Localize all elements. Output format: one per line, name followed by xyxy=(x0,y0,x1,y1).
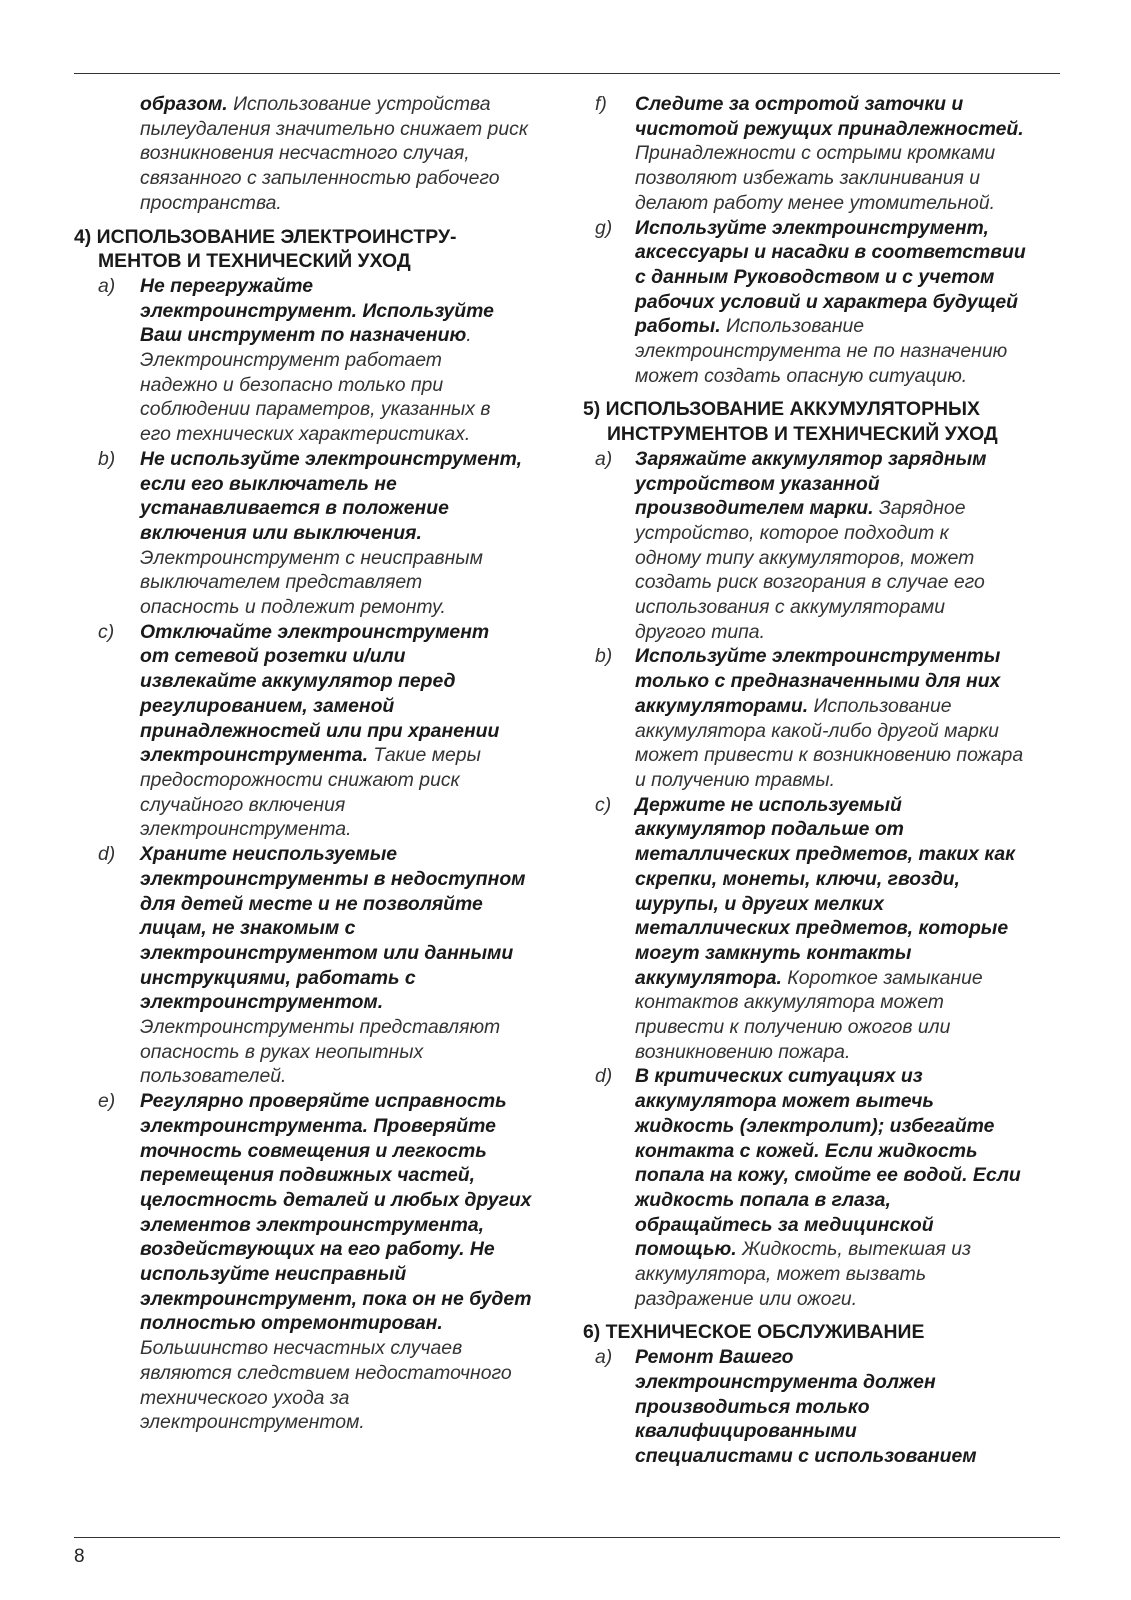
item-bold: Используйте электроинструмент, аксессуары и насадки в соответствии с данным Руководством и с учетом рабочих условий и характера будущей работы. Использование электроинструмента не по назначению может создать опасную ситуацию. xyxy=(635,216,1026,387)
item-bold: Храните неиспользуемые электроинструменты в недоступном для детей месте и не позволяйте лицам, не знакомым с электроинструментом или данными инструкциями, работать с электроинструментом. Электроинструменты представляют опасность в руках неопытных пользователей. xyxy=(140,843,526,1088)
item-letter: f) xyxy=(595,93,607,115)
item-letter: c) xyxy=(595,793,612,816)
right-column xyxy=(583,92,1055,1469)
list-item xyxy=(583,793,1055,1065)
item-letter: c) xyxy=(98,620,115,643)
item-letter: a) xyxy=(98,274,116,297)
item-letter: a) xyxy=(595,1346,613,1369)
list-item xyxy=(583,1064,1055,1311)
item-letter: b) xyxy=(98,447,116,470)
list-item xyxy=(74,274,546,447)
item-bold: Следите за остротой заточки и чистотой режущих принадлежностей. Принадлежности с острыми кромками позволяют избежать заклинивания и делают работу менее утомительной. xyxy=(635,93,1024,214)
list-item xyxy=(583,1345,1055,1469)
list-item xyxy=(74,447,546,620)
list-item xyxy=(583,644,1055,792)
left-column xyxy=(74,92,546,1435)
item-bold: Не перегружайте электроинструмент. Используйте Ваш инструмент по назначению. Электроинструмент работает надежно и безопасно только при соблюдении параметров, указанных в его технических характеристиках. xyxy=(140,274,494,446)
section-4-title: 4) ИСПОЛЬЗОВАНИЕ ЭЛЕКТРОИНСТРУ-МЕНТОВ И ТЕХНИЧЕСКИЙ УХОД xyxy=(74,225,457,273)
list-item xyxy=(74,1089,546,1435)
item-bold: Не используйте электроинструмент, если его выключатель не устанавливается в положение включения или выключения. Электроинструмент с неисправным выключателем представляет опасность и подлежит ремонту. xyxy=(140,447,522,619)
section-5-title: 5) ИСПОЛЬЗОВАНИЕ АККУМУЛЯТОРНЫХ ИНСТРУМЕНТОВ И ТЕХНИЧЕСКИЙ УХОД xyxy=(583,398,998,446)
item-bold: Отключайте электроинструмент от сетевой розетки и/или извлекайте аккумулятор перед регулированием, заменой принадлежностей или при хранении электроинструмента. Такие меры предосторожности снижают риск случайного включения электроинструмента. xyxy=(140,620,500,841)
continuation-bold: образом. xyxy=(140,93,228,115)
item-letter: e) xyxy=(98,1090,116,1113)
list-item xyxy=(583,447,1055,645)
item-bold: В критических ситуациях из аккумулятора может вытечь жидкость (электролит); избегайте контакта с кожей. Если жидкость попала на кожу, смойте ее водой. Если жидкость попала в глаза, обращайтесь за медицинской помощью. Жидкость, вытекшая из аккумулятора, может вызвать раздражение или ожоги. xyxy=(635,1065,1021,1310)
section-6-title: 6) ТЕХНИЧЕСКОЕ ОБСЛУЖИВАНИЕ xyxy=(583,1321,925,1344)
item-bold: Заряжайте аккумулятор зарядным устройством указанной производителем марки. Зарядное устройство, которое подходит к одному типу аккумуляторов, может создать риск возгорания в случае его использования с аккумуляторами другого типа. xyxy=(635,447,987,643)
item-letter: g) xyxy=(595,216,613,239)
top-rule xyxy=(74,73,1060,74)
continuation-text: Использование устройства пылеудаления значительно снижает риск возникновения несчастного случая, связанного с запыленностью рабочего пространства. xyxy=(140,93,528,214)
item-letter: d) xyxy=(595,1065,613,1088)
item-bold: Держите не используемый аккумулятор подальше от металлических предметов, таких как скрепки, монеты, ключи, гвозди, шурупы, и других мелких металлических предметов, которые могут замкнуть контакты аккумулятора. Короткое замыкание контактов аккумулятора может привести к получению ожогов или возникновению пожара. xyxy=(635,793,1016,1063)
item-bold: Регулярно проверяйте исправность электроинструмента. Проверяйте точность совмещения и легкость перемещения подвижных частей, целостность деталей и любых других элементов электроинструмента, воздействующих на его работу. Не используйте неисправный электроинструмент, пока он не будет полностью отремонтирован. Большинство несчастных случаев являются следствием недостаточного технического ухода за электроинструментом. xyxy=(140,1090,532,1434)
page-number: 8 xyxy=(74,1546,85,1567)
item-bold: Используйте электроинструменты только с предназначенными для них аккумуляторами. Использование аккумулятора какой-либо другой марки может привести к возникновению пожара и получению травмы. xyxy=(635,645,1024,791)
item-bold: Ремонт Вашего электроинструмента должен производиться только квалифицированными специалистами с использованием xyxy=(635,1346,977,1467)
list-item xyxy=(74,620,546,842)
item-letter: a) xyxy=(595,447,613,470)
list-item xyxy=(583,216,1055,389)
item-letter: d) xyxy=(98,843,116,866)
list-item xyxy=(583,92,1055,216)
continuation-paragraph xyxy=(140,92,546,216)
bottom-rule xyxy=(74,1537,1060,1538)
list-item xyxy=(74,842,546,1089)
item-letter: b) xyxy=(595,645,613,668)
